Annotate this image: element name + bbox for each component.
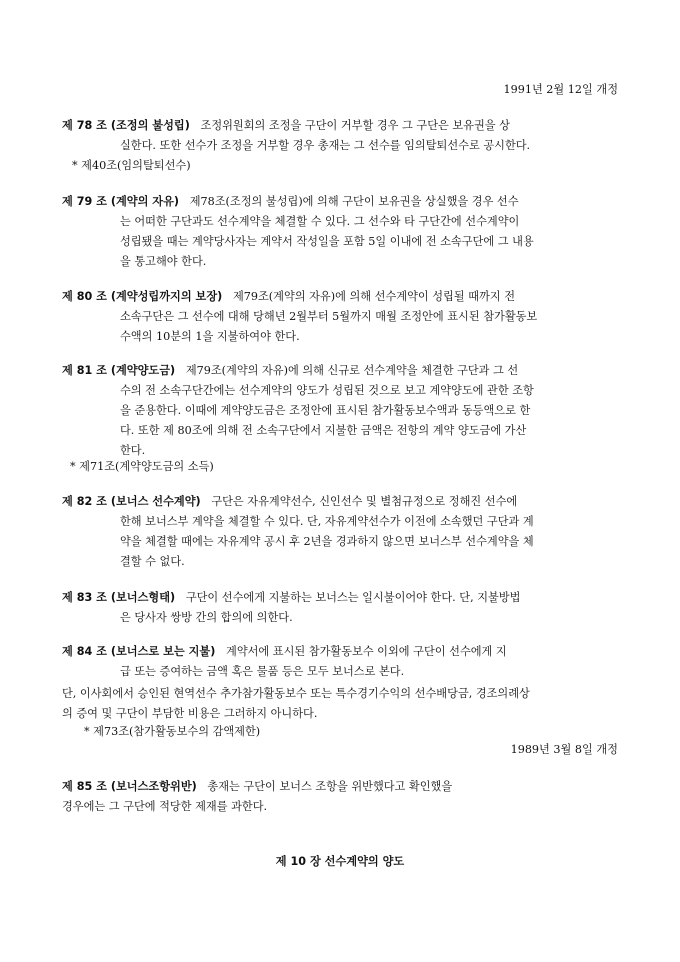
article-81-heading: 제 81 조 (계약양도금)	[62, 364, 176, 377]
article-83	[62, 588, 622, 628]
article-79-text-3: 성립됐을 때는 계약당사자는 계약서 작성일을 포함 5일 이내에 전 소속구단에 그 내용	[120, 235, 534, 248]
article-80-heading: 제 80 조 (계약성립까지의 보장)	[62, 290, 223, 303]
article-84-proviso	[62, 684, 530, 724]
article-85-text-1: 총재는 구단이 보너스 조항을 위반했다고 확인했을	[207, 780, 453, 793]
chapter-heading: 제 10 장 선수계약의 양도	[275, 855, 405, 868]
revision-date-1989: 1989년 3월 8일 개정	[510, 743, 618, 756]
article-82	[62, 492, 622, 572]
article-84-note: * 제73조(참가활동보수의 감액제한)	[84, 725, 261, 738]
article-81-note: * 제71조(계약양도금의 소득)	[70, 460, 214, 473]
article-82-text-1: 구단은 자유계약선수, 신인선수 및 별첨규정으로 정해진 선수에	[211, 495, 518, 508]
article-81-text-3: 을 준용한다. 이때에 계약양도금은 조정안에 표시된 참가활동보수액과 동등액으로 한	[120, 404, 531, 417]
article-80-text-1: 제79조(계약의 자유)에 의해 선수계약이 성립될 때까지 전	[232, 290, 515, 303]
article-84-heading: 제 84 조 (보너스로 보는 지불)	[62, 645, 216, 658]
article-82-text-2: 한해 보너스부 계약을 체결할 수 있다. 단, 자유계약선수가 이전에 소속했던 구단과 계	[120, 515, 534, 528]
article-79-heading: 제 79 조 (계약의 자유)	[62, 195, 180, 208]
article-81-text-4: 다. 또한 제 80조에 의해 전 소속구단에서 지불한 금액은 전항의 계약 양도금에 가산	[120, 424, 527, 437]
article-78-note: * 제40조(임의탈퇴선수)	[72, 159, 191, 172]
article-84-proviso-2: 의 증여 및 구단이 부담한 비용은 그러하지 아니하다.	[62, 707, 318, 720]
article-81	[62, 361, 622, 461]
article-80	[62, 287, 622, 347]
article-84-text-2: 급 또는 증여하는 금액 혹은 물품 등은 모두 보너스로 본다.	[120, 665, 405, 678]
article-81-text-1: 제79조(계약의 자유)에 의해 신규로 선수계약을 체결한 구단과 그 선	[185, 364, 519, 377]
article-79-text-2: 는 어떠한 구단과도 선수계약을 체결할 수 있다. 그 선수와 타 구단간에 선수계약이	[120, 215, 520, 228]
article-80-text-3: 수액의 10분의 1을 지불하여야 한다.	[120, 330, 300, 343]
article-78-text-2: 실한다. 또한 선수가 조정을 거부할 경우 총재는 그 선수를 임의탈퇴선수로 공시한다.	[120, 139, 531, 152]
article-82-heading: 제 82 조 (보너스 선수계약)	[62, 495, 201, 508]
article-82-text-4: 결할 수 없다.	[120, 555, 185, 568]
article-79-text-1: 제78조(조정의 불성립)에 의해 구단이 보유권을 상실했을 경우 선수	[189, 195, 519, 208]
article-85-heading: 제 85 조 (보너스조항위반)	[62, 780, 197, 793]
article-83-text-2: 은 당사자 쌍방 간의 합의에 의한다.	[120, 611, 293, 624]
article-79-text-4: 을 통고해야 한다.	[120, 255, 207, 268]
article-82-text-3: 약을 체결할 때에는 자유계약 공시 후 2년을 경과하지 않으면 보너스부 선수계약을 체	[120, 535, 534, 548]
article-78-text-1: 조정위원회의 조정을 구단이 거부할 경우 그 구단은 보유권을 상	[200, 119, 510, 132]
article-78	[62, 116, 622, 156]
article-85-text-2: 경우에는 그 구단에 적당한 제재를 과한다.	[62, 800, 268, 813]
article-83-text-1: 구단이 선수에게 지불하는 보너스는 일시불이어야 한다. 단, 지불방법	[185, 591, 521, 604]
article-84	[62, 642, 622, 682]
article-80-text-2: 소속구단은 그 선수에 대해 당해년 2월부터 5월까지 매월 조정안에 표시된 참가활동보	[120, 310, 538, 323]
article-84-text-1: 계약서에 표시된 참가활동보수 이외에 구단이 선수에게 지	[226, 645, 507, 658]
revision-date-1991: 1991년 2월 12일 개정	[503, 83, 618, 96]
article-85	[62, 777, 622, 817]
article-84-proviso-1: 단, 이사회에서 승인된 현역선수 추가참가활동보수 또는 특수경기수익의 선수배당금, 경조의례상	[62, 687, 530, 700]
article-81-text-5: 한다.	[120, 444, 146, 457]
article-83-heading: 제 83 조 (보너스형태)	[62, 591, 176, 604]
article-81-text-2: 수의 전 소속구단간에는 선수계약의 양도가 성립된 것으로 보고 계약양도에 관한 조항	[120, 384, 534, 397]
article-79	[62, 192, 622, 272]
article-78-heading: 제 78 조 (조정의 불성립)	[62, 119, 190, 132]
